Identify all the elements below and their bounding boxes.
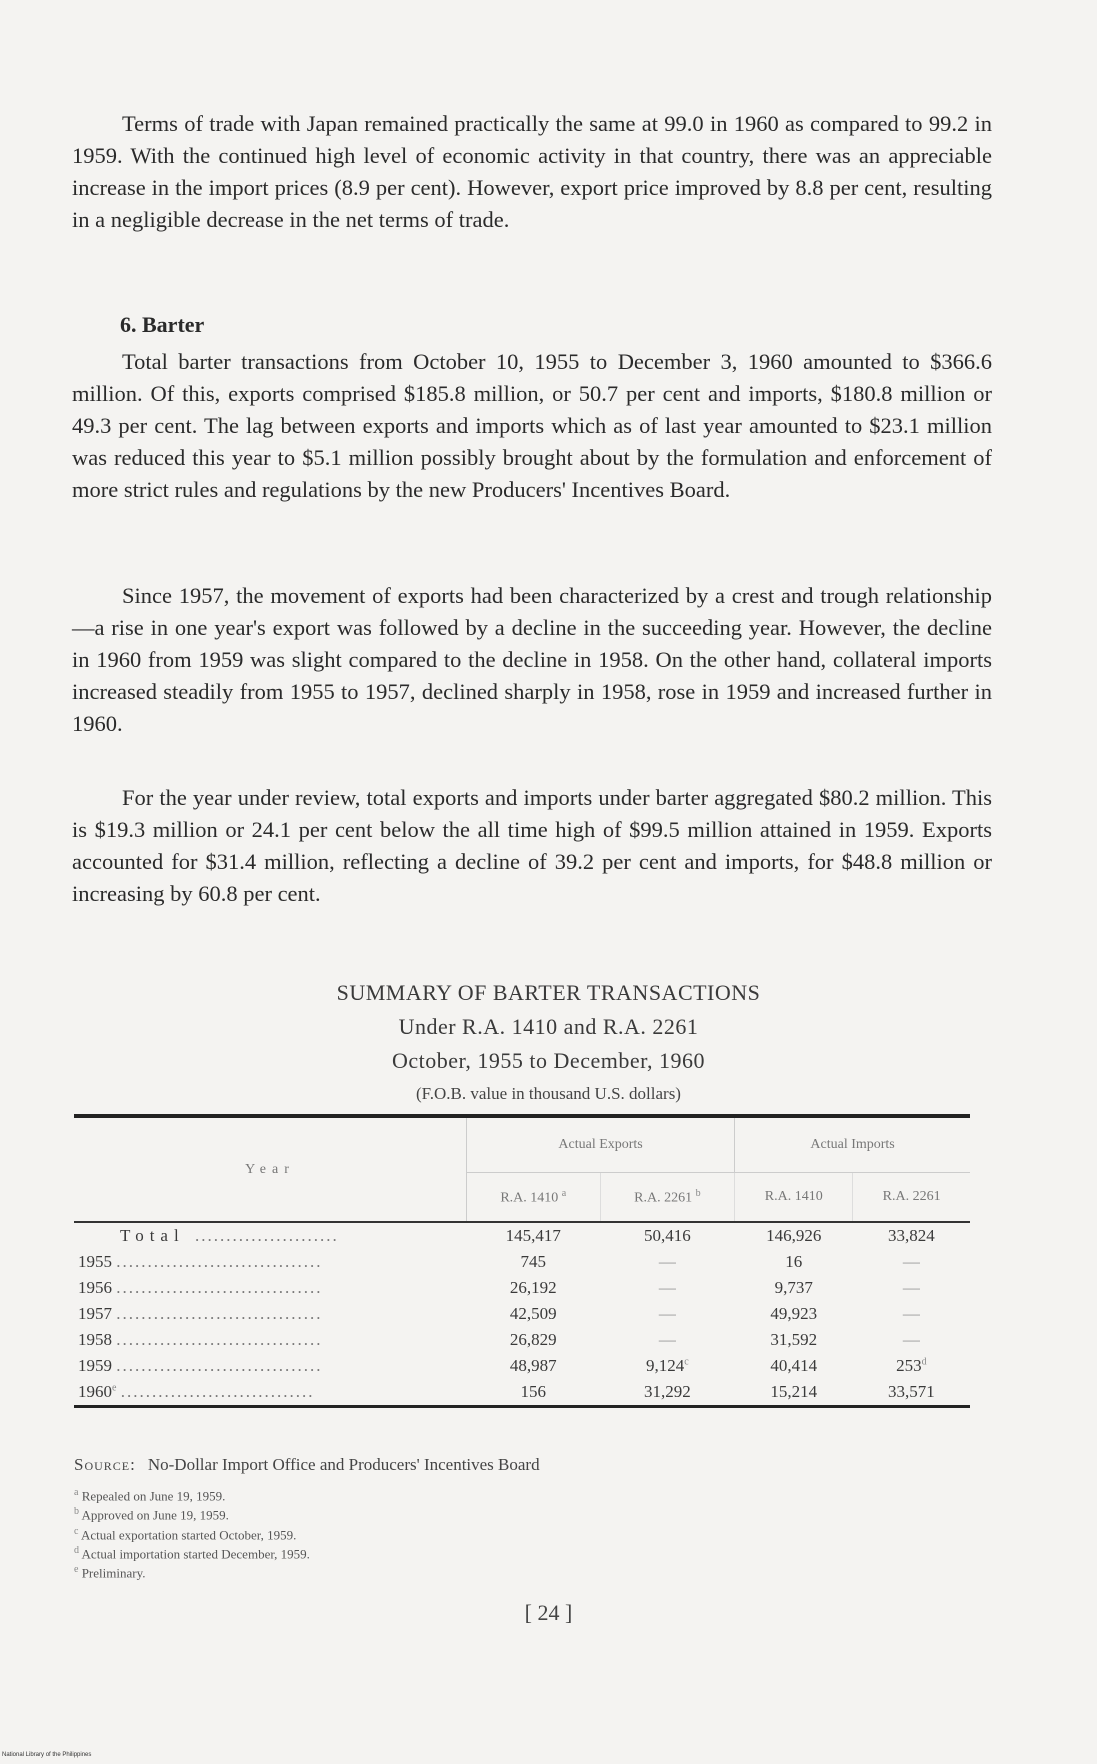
paragraph-barter-totals xyxy=(72,346,992,506)
paragraph-text: Total barter transactions from October 10, 1955 to December 3, 1960 amounted to $366.6 million. Of this, exports comprised $185.8 million, or 50.7 per cent and imports, $180.8 million or 49.3 per cent. The lag between exports and imports which as of last year amounted to $23.1 million was reduced this year to $5.1 million possibly brought about by the formulation and enforcement of more strict rules and regulations by the new Producers' Incentives Board. xyxy=(72,349,992,502)
paragraph-terms-of-trade xyxy=(72,108,992,236)
footnote: $^c$ Actual exportation started October, 1959. xyxy=(74,1525,297,1542)
cell-imports-1410: 40,414 xyxy=(770,1356,818,1375)
table-row: 1958 ................................. 26,829 — 31,592 — xyxy=(74,1327,970,1353)
cell-exports-2261: — xyxy=(658,1278,676,1297)
table-title-line3: October, 1955 to December, 1960 xyxy=(391,1048,706,1073)
cell-exports-1410: 156 xyxy=(520,1382,547,1401)
table-footnotes xyxy=(74,1485,310,1582)
exports-ra1410-header: R.A. 1410 $^a$ xyxy=(467,1173,601,1223)
source-label: Source: xyxy=(74,1455,136,1474)
cell-imports-2261: — xyxy=(902,1304,920,1323)
table-row-total: Total ....................... 145,417 50,416 146,926 33,824 xyxy=(74,1223,970,1249)
cell-exports-1410: 42,509 xyxy=(509,1304,557,1323)
cell-exports-2261: — xyxy=(658,1304,676,1323)
cell-imports-2261: — xyxy=(902,1330,920,1349)
table-title xyxy=(0,976,1097,1104)
row-label: Total xyxy=(120,1226,185,1245)
table-source xyxy=(74,1455,540,1475)
footnote: $^e$ Preliminary. xyxy=(74,1564,146,1581)
cell-exports-2261: — xyxy=(658,1330,676,1349)
table-row: 1960e ............................... 156 31,292 15,214 33,571 xyxy=(74,1379,970,1407)
paragraph-text: For the year under review, total exports and imports under barter aggregated $80.2 million. This is $19.3 million or 24.1 per cent below the all time high of $99.5 million attained in 1959. Exports accounted for $31.4 million, reflecting a decline of 39.2 per cent and imports, for $48.8 million or increasing by 60.8 per cent. xyxy=(72,785,992,906)
row-year: 1956 xyxy=(78,1278,112,1297)
table-units: (F.O.B. value in thousand U.S. dollars) xyxy=(416,1084,681,1103)
cell-imports-2261: 33,571 xyxy=(888,1382,935,1401)
cell-imports-1410: 15,214 xyxy=(770,1382,818,1401)
page-number: [ 24 ] xyxy=(524,1600,573,1625)
table-row: 1955 ................................. 745 — 16 — xyxy=(74,1249,970,1275)
cell-exports-1410: 48,987 xyxy=(509,1356,557,1375)
cell-exports-2261: 31,292 xyxy=(643,1382,691,1401)
imports-ra2261-header: R.A. 2261 xyxy=(882,1189,941,1204)
table-row: 1959 ................................. 48,987 9,124$^c$ 40,414 253$^d$ xyxy=(74,1353,970,1379)
cell-exports-2261: 50,416 xyxy=(643,1226,691,1245)
paragraph-export-movement xyxy=(72,580,992,740)
paragraph-text: Terms of trade with Japan remained practically the same at 99.0 in 1960 as compared to 99.2 in 1959. With the continued high level of economic activity in that country, there was an appreciable increase in the import prices (8.9 per cent). However, export price improved by 8.8 per cent, resulting in a negligible decrease in the net terms of trade. xyxy=(72,111,992,232)
cell-imports-1410: 16 xyxy=(785,1252,803,1271)
cell-imports-1410: 9,737 xyxy=(774,1278,813,1297)
scan-credit: National Library of the Philippines xyxy=(2,1752,92,1758)
cell-exports-2261: — xyxy=(658,1252,676,1271)
cell-imports-1410: 146,926 xyxy=(766,1226,822,1245)
row-year: 1960 xyxy=(78,1382,112,1401)
cell-imports-2261: — xyxy=(902,1252,920,1271)
row-year: 1957 xyxy=(78,1304,112,1323)
actual-exports-header: Actual Exports xyxy=(467,1118,735,1173)
row-year: 1955 xyxy=(78,1252,112,1271)
table-row: 1956 ................................. 26,192 — 9,737 — xyxy=(74,1275,970,1301)
actual-imports-header: Actual Imports xyxy=(735,1118,970,1173)
cell-imports-1410: 49,923 xyxy=(770,1304,818,1323)
row-year: 1959 xyxy=(78,1356,112,1375)
row-year: 1958 xyxy=(78,1330,112,1349)
table-title-line1: SUMMARY OF BARTER TRANSACTIONS xyxy=(336,980,761,1005)
footnote: $^b$ Approved on June 19, 1959. xyxy=(74,1506,229,1523)
cell-exports-1410: 745 xyxy=(520,1252,547,1271)
paragraph-text: Since 1957, the movement of exports had been characterized by a crest and trough relationship—a rise in one year's export was followed by a decline in the succeeding year. However, the decline in 1960 from 1959 was slight compared to the decline in 1958. On the other hand, collateral imports increased steadily from 1955 to 1957, declined sharply in 1958, rose in 1959 and increased further in 1960. xyxy=(72,583,992,736)
section-heading-barter: 6. Barter xyxy=(120,312,205,337)
table-title-line2: Under R.A. 1410 and R.A. 2261 xyxy=(398,1014,699,1039)
cell-imports-2261: 33,824 xyxy=(888,1226,935,1245)
exports-ra2261-header: R.A. 2261 $^b$ xyxy=(600,1173,735,1223)
cell-exports-1410: 26,829 xyxy=(509,1330,557,1349)
source-text: No-Dollar Import Office and Producers' Incentives Board xyxy=(147,1455,540,1474)
barter-summary-table xyxy=(74,1114,970,1408)
cell-exports-2261: 9,124$^c$ xyxy=(646,1356,689,1375)
footnote: $^d$ Actual importation started December, 1959. xyxy=(74,1544,310,1562)
cell-imports-1410: 31,592 xyxy=(770,1330,818,1349)
imports-ra1410-header: R.A. 1410 xyxy=(735,1173,853,1223)
cell-imports-2261: — xyxy=(902,1278,920,1297)
year-column-header: Year xyxy=(74,1118,467,1222)
cell-exports-1410: 26,192 xyxy=(509,1278,557,1297)
table-row: 1957 ................................. 42,509 — 49,923 — xyxy=(74,1301,970,1327)
paragraph-year-review xyxy=(72,782,992,910)
cell-exports-1410: 145,417 xyxy=(505,1226,561,1245)
table-header-row xyxy=(74,1118,970,1173)
cell-imports-2261: 253$^d$ xyxy=(896,1356,927,1375)
footnote: $^a$ Repealed on June 19, 1959. xyxy=(74,1487,226,1504)
